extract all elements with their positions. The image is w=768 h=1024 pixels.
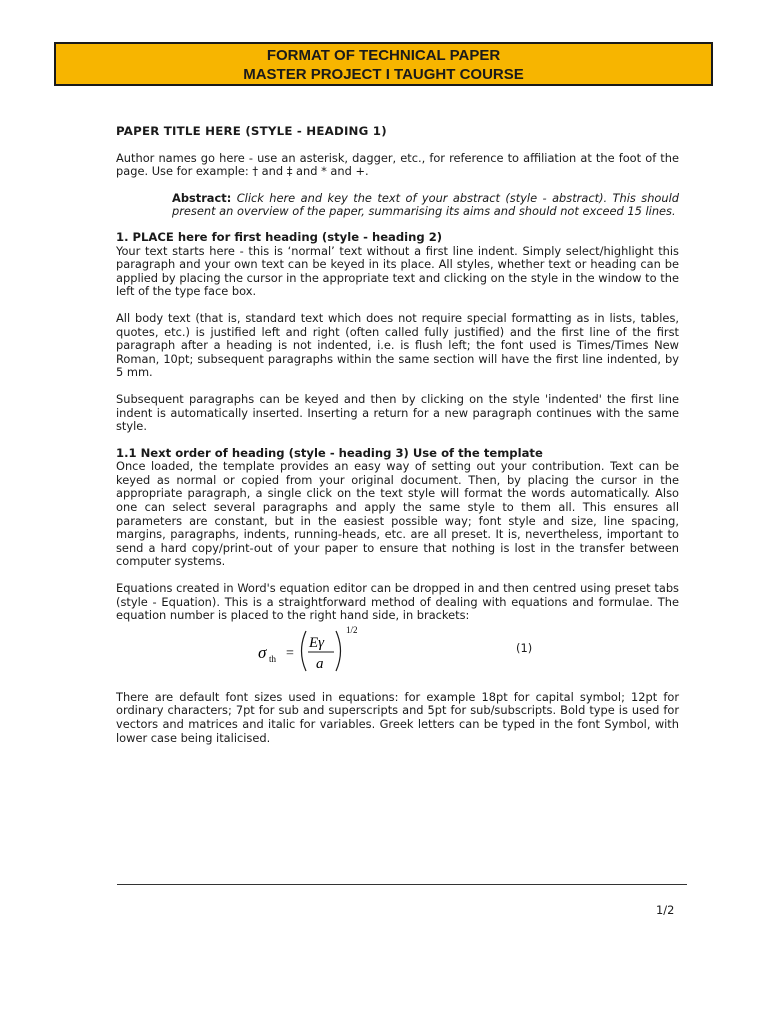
equation-formula (256, 623, 376, 679)
section-1-paragraph-2: All body text (that is, standard text which does not require special formatting as in lists, tables, quotes, etc.) is justified left and right (often called fully justified) and the first line of the first paragraph after a heading is not indented, i.e. is flush left; the font used is Times/Times New Roman, 10pt; subsequent paragraphs within the same section will have the first line indented, by 5 mm. (116, 310, 679, 380)
page-number: 1/2 (656, 903, 675, 917)
equation-numerator: Eγ (309, 634, 325, 651)
equation-subscript: th (269, 653, 277, 664)
abstract-block (172, 192, 679, 219)
equation-row (116, 624, 679, 677)
equation-left-paren (302, 631, 307, 671)
abstract-label: Abstract: (172, 190, 232, 205)
section-1-paragraph-3: Subsequent paragraphs can be keyed and then by clicking on the style 'indented' the first line indent is automatically inserted. Inserting a return for a new paragraph continues with the same style. (116, 391, 679, 434)
banner-line-2: MASTER PROJECT I TAUGHT COURSE (243, 66, 524, 83)
footer-divider (117, 884, 687, 885)
equation-equals: = (286, 645, 294, 661)
banner-line-1: FORMAT OF TECHNICAL PAPER (266, 47, 501, 64)
section-1-1-heading: 1.1 Next order of heading (style - heading 3) Use of the template (116, 445, 543, 460)
section-1-1-paragraph-3: There are default font sizes used in equations: for example 18pt for capital symbol; 12pt for ordinary characters; 7pt for sub and superscripts and 5pt for sub/subscripts. Bold type is used for vectors and matrices and italic for variables. Greek letters can be typed in the font Symbol, with lower case being italicised. (116, 689, 679, 745)
equation-exponent: 1/2 (346, 624, 358, 635)
author-paragraph: Author names go here - use an asterisk, dagger, etc., for reference to affiliation at the foot of the page. Use for example: † and ‡ and * and +. (116, 150, 679, 179)
section-1-1-paragraph-1: Once loaded, the template provides an easy way of setting out your contribution. Text can be keyed as normal or copied from your original document. Then, by placing the cursor in the appropriate paragraph, a single click on the text style will format the words automatically. Also one can select several paragraphs and apply the same style to them all. This ensures all parameters are constant, but in the easiest possible way; font style and size, line spacing, margins, paragraphs, indents, running-heads, etc. are all preset. It is, nevertheless, important to send a hard copy/print-out of your paper to ensure that nothing is lost in the transfer between computer systems. (116, 459, 679, 569)
abstract-text: Click here and key the text of your abstract (style - abstract). This should present an overview of the paper, summarising its aims and should not exceed 15 lines. (172, 190, 680, 219)
equation-denominator: a (316, 655, 324, 672)
equation-sigma: σ (258, 642, 267, 662)
section-1-paragraph-1: Your text starts here - this is ‘normal’ text without a first line indent. Simply select/highlight this paragraph and your own text can be keyed in its place. All styles, whether text or heading can be applied by placing the cursor in the appropriate text and clicking on the style in the window to the left of the type face box. (116, 243, 679, 299)
section-1-heading: 1. PLACE here for first heading (style - heading 2) (116, 229, 443, 244)
equation-number: (1) (516, 640, 533, 655)
equation-right-paren (336, 631, 341, 671)
section-1-1-paragraph-2: Equations created in Word's equation editor can be dropped in and then centred using preset tabs (style - Equation). This is a straightforward method of dealing with equations and formulae. The equation number is placed to the right hand side, in brackets: (116, 581, 679, 623)
document-body (116, 125, 679, 745)
document-banner (54, 42, 713, 86)
paper-title: PAPER TITLE HERE (STYLE - HEADING 1) (116, 124, 387, 138)
